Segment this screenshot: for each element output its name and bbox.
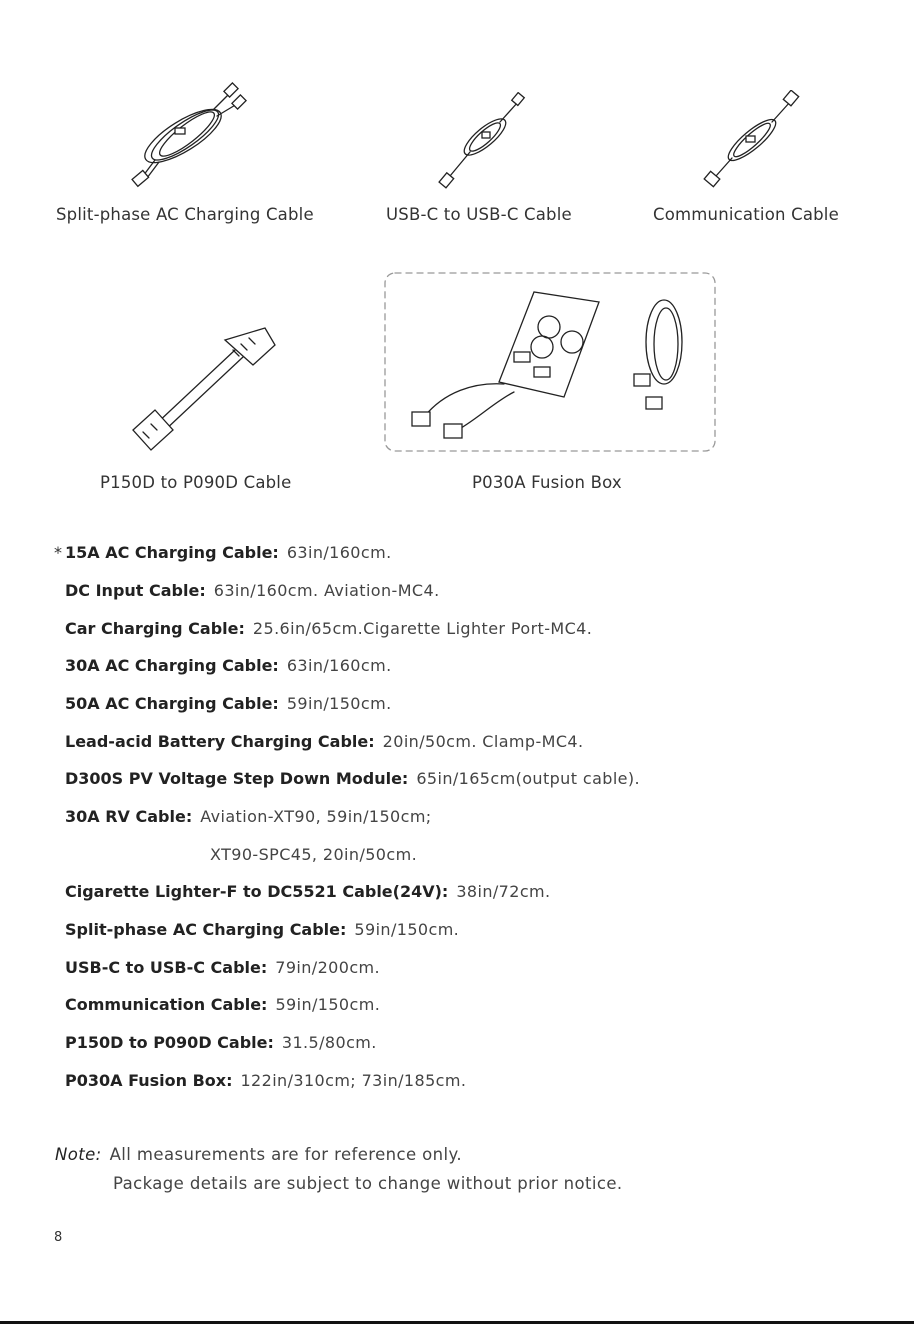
spec-value: 25.6in/65cm.Cigarette Lighter Port-MC4. [252,619,593,638]
p150d-p090d-cable-illustration [115,320,285,460]
spec-label: P150D to P090D Cable: [65,1033,274,1052]
spec-value: 65in/165cm(output cable). [416,769,641,788]
figure-caption: P030A Fusion Box [472,473,622,492]
spec-item [65,619,592,638]
usb-c-cable-illustration [430,92,540,192]
spec-label: Lead-acid Battery Charging Cable: [65,732,375,751]
spec-label: Communication Cable: [65,995,268,1014]
spec-value: 79in/200cm. [275,958,381,977]
spec-item [65,995,380,1014]
spec-item [65,581,440,600]
spec-item [65,807,432,826]
note-text-1: All measurements are for reference only. [109,1145,462,1164]
spec-value: 38in/72cm. [456,882,551,901]
spec-value: 63in/160cm. Aviation-MC4. [213,581,440,600]
note-line-1 [55,1145,462,1164]
spec-item [65,1071,466,1090]
spec-item [65,656,392,675]
fusion-box-illustration [384,272,716,452]
figure-caption: USB-C to USB-C Cable [386,205,572,224]
spec-label: 15A AC Charging Cable: [65,543,279,562]
spec-label: 30A AC Charging Cable: [65,656,279,675]
spec-label: P030A Fusion Box: [65,1071,233,1090]
note-label: Note: [55,1145,102,1164]
spec-label: Split-phase AC Charging Cable: [65,920,347,939]
spec-value: 20in/50cm. Clamp-MC4. [382,732,584,751]
spec-label: D300S PV Voltage Step Down Module: [65,769,409,788]
spec-value: 59in/150cm. [275,995,381,1014]
spec-value: Aviation-XT90, 59in/150cm; [200,807,432,826]
spec-item [65,882,551,901]
figure-caption: Split-phase AC Charging Cable [56,205,314,224]
footnote-marker: * [54,543,62,562]
spec-label: Cigarette Lighter-F to DC5521 Cable(24V): [65,882,449,901]
spec-item [65,694,392,713]
spec-value: 59in/150cm. [354,920,460,939]
spec-item [65,769,640,788]
spec-value: 63in/160cm. [286,656,392,675]
spec-value: 31.5/80cm. [281,1033,377,1052]
figure-caption: P150D to P090D Cable [100,473,292,492]
spec-label: DC Input Cable: [65,581,206,600]
rv-cable-continuation: XT90-SPC45, 20in/50cm. [210,845,418,864]
spec-item [65,958,380,977]
spec-item [65,1033,377,1052]
communication-cable-illustration [700,90,810,195]
spec-label: 30A RV Cable: [65,807,193,826]
spec-label: USB-C to USB-C Cable: [65,958,268,977]
spec-label: Car Charging Cable: [65,619,245,638]
split-phase-cable-illustration [125,80,255,190]
spec-value: 59in/150cm. [286,694,392,713]
spec-item [65,732,584,751]
page-number: 8 [54,1230,63,1245]
note-line-2: Package details are subject to change without prior notice. [113,1174,623,1193]
spec-value: 63in/160cm. [286,543,392,562]
spec-label: 50A AC Charging Cable: [65,694,279,713]
spec-value: 122in/310cm; 73in/185cm. [240,1071,467,1090]
spec-item [65,543,392,562]
figure-caption: Communication Cable [653,205,839,224]
spec-item [65,920,459,939]
